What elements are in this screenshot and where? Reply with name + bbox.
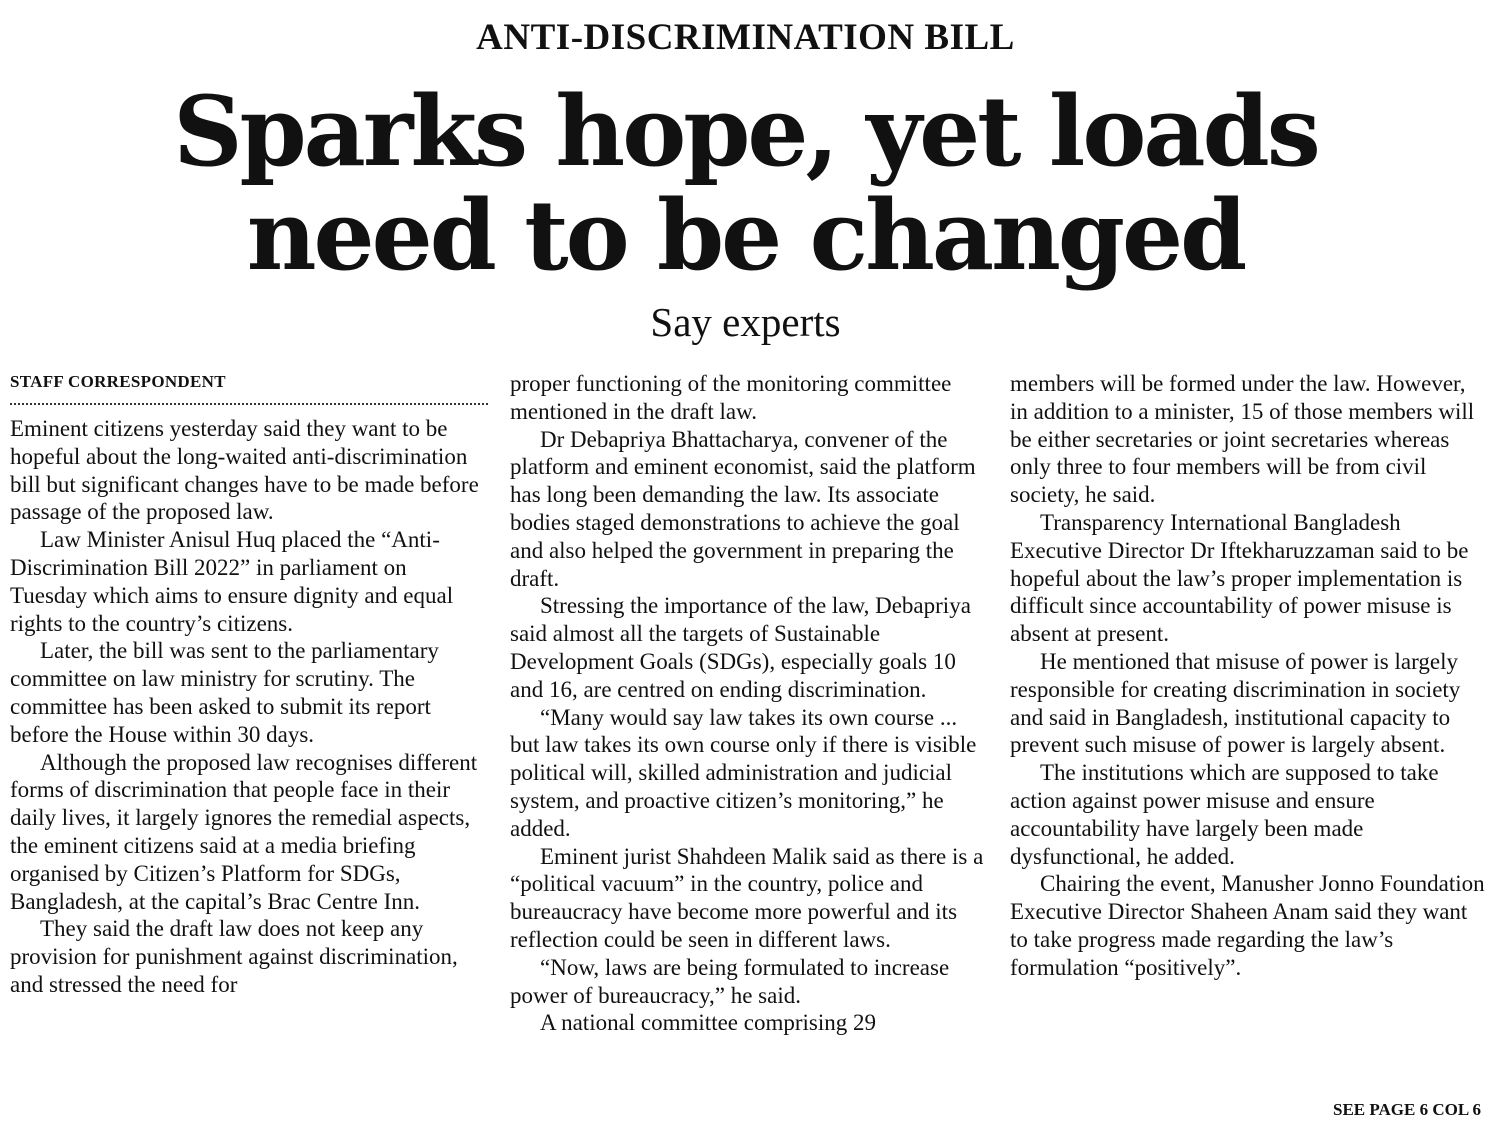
headline-line-2: need to be changed [246,179,1245,292]
paragraph: Chairing the event, Manusher Jonno Foundation Executive Director Shaheen Anam said they want to take progress made regarding the law’s formulation “positively”. [1010,871,1485,980]
headline-line-1: Sparks hope, yet loads [173,75,1318,188]
article-column-2 [510,370,988,1037]
paragraph: members will be formed under the law. However, in addition to a minister, 15 of those members will be either secretaries or joint secretaries whereas only three to four members will be from civil society, he said. [1010,371,1475,508]
continuation-note: SEE PAGE 6 COL 6 [1333,1100,1481,1119]
paragraph: He mentioned that misuse of power is largely responsible for creating discrimination in society and said in Bangladesh, institutional capacity to prevent such misuse of power is largely absent. [1010,648,1461,758]
paragraph: The institutions which are supposed to take action against power misuse and ensure accountability have largely been made dysfunctional, he added. [1010,760,1439,869]
paragraph: “Many would say law takes its own course ... but law takes its own course only if there is visible political will, skilled administration and judicial system, and proactive citizen’s monitoring,” he added. [510,704,977,841]
paragraph: Transparency International Bangladesh Executive Director Dr Iftekharuzzaman said to be hopeful about the law’s proper implementation is difficult since accountability of power misuse is absent at present. [1010,509,1469,647]
paragraph: Stressing the importance of the law, Debapriya said almost all the targets of Sustainable Development Goals (SDGs), especially goals 10 and 16, are centred on ending discrimination. [510,593,971,702]
paragraph: Law Minister Anisul Huq placed the “Anti-Discrimination Bill 2022” in parliament on Tuesday which aims to ensure dignity and equal rights to the country’s citizens. [10,527,454,636]
article-column-3 [1010,370,1488,982]
headline [0,75,1491,292]
article-column-1 [10,370,488,999]
paragraph: They said the draft law does not keep any provision for punishment against discrimination, and stressed the need for [10,916,458,997]
paragraph: proper functioning of the monitoring committee mentioned in the draft law. [510,371,952,424]
paragraph: Eminent citizens yesterday said they want to be hopeful about the long-waited anti-discrimination bill but significant changes have to be made before passage of the proposed law. [10,416,479,525]
byline: STAFF CORRESPONDENT [10,370,488,405]
kicker: ANTI-DISCRIMINATION BILL [476,17,1015,58]
paragraph: Although the proposed law recognises different forms of discrimination that people face in their daily lives, it largely ignores the remedial aspects, the eminent citizens said at a media briefing organised by Citizen’s Platform for SDGs, Bangladesh, at the capital’s Brac Centre Inn. [10,749,478,914]
paragraph: Later, the bill was sent to the parliamentary committee on law ministry for scrutiny. The committee has been asked to submit its report before the House within 30 days. [10,638,439,747]
paragraph: “Now, laws are being formulated to increase power of bureaucracy,” he said. [510,954,950,1008]
paragraph: Dr Debapriya Bhattacharya, convener of the platform and eminent economist, said the platform has long been demanding the law. Its associate bodies staged demonstrations to achieve the goal and also helped the government in preparing the draft. [510,426,976,591]
paragraph: Eminent jurist Shahdeen Malik said as there is a “political vacuum” in the country, police and bureaucracy have become more powerful and its reflection could be seen in different laws. [510,843,984,952]
paragraph: A national committee comprising 29 [540,1010,876,1036]
subheadline: Say experts [650,299,841,345]
